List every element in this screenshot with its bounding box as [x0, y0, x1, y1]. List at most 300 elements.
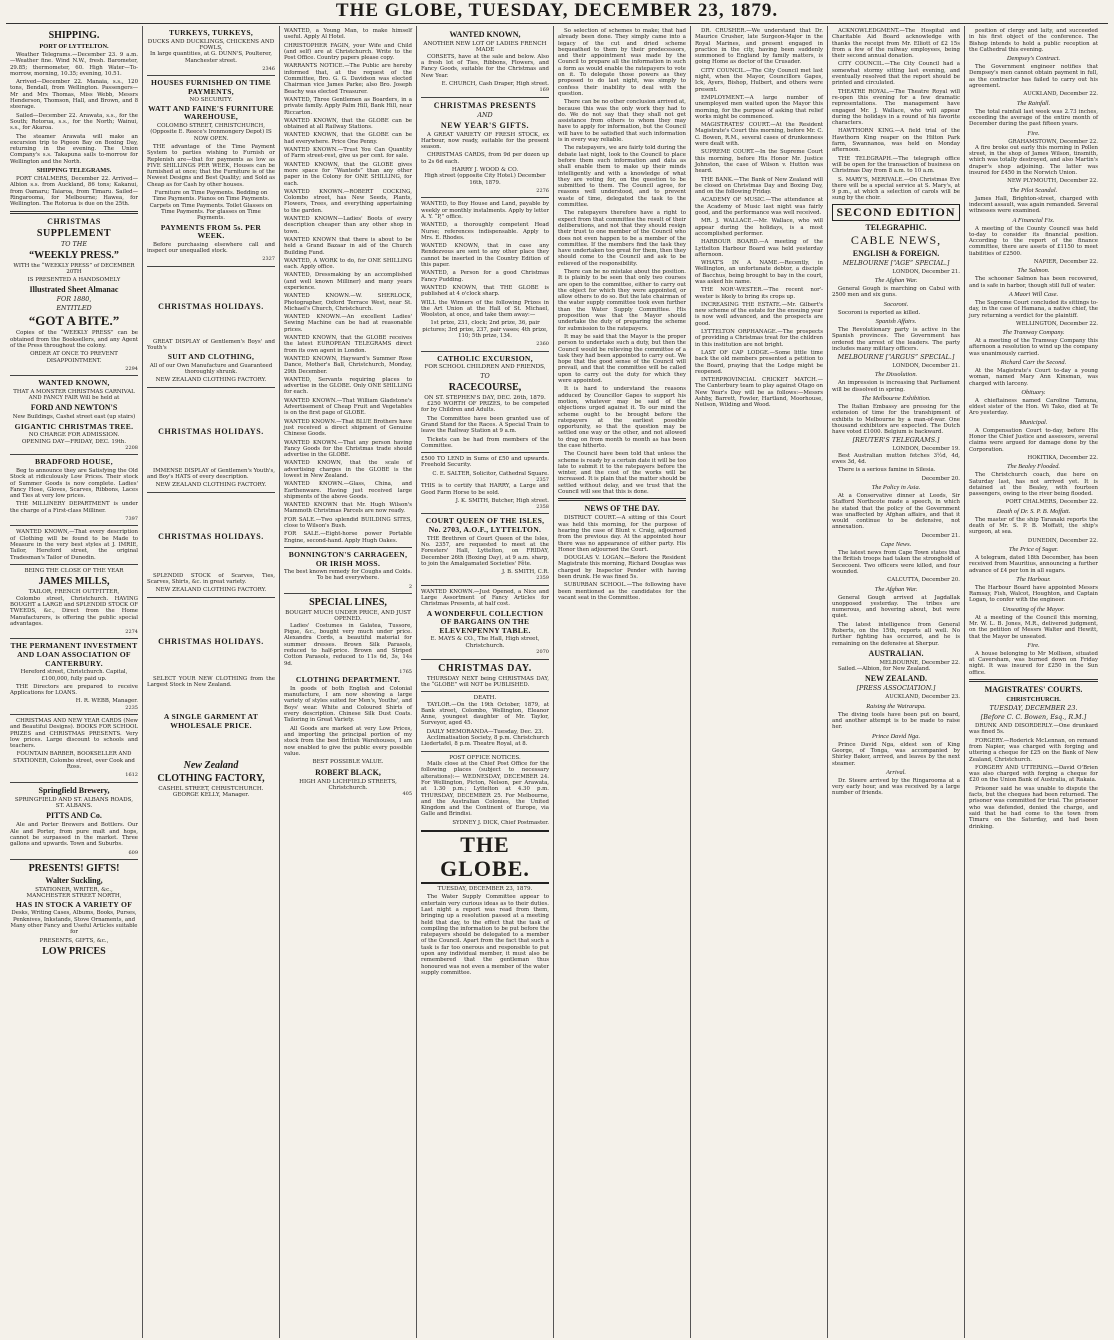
- dateline: LONDON, December 19.: [892, 446, 960, 453]
- for-year-text: FOR 1880,: [56, 295, 92, 304]
- tickets-text: Tickets can be had from members of the Committee.: [421, 436, 549, 449]
- telegram-text: There is a serious famine in Silesia.: [838, 467, 936, 474]
- wanted-ad: WANTED KNOWN.—ROBERT COCKING, Colombo street, has New Seeds, Plants, Flowers, Trees, and everything appertaining to the garden.: [284, 188, 412, 214]
- post-office-text: Mails close at the Chief Post Office for the following places (subject to necessary alterations):— WEDNESDAY, DECEMBER 24. For Wellington, Picton, Nelson, per Arawata, at 1.30 p.m.; Lyttelton at 4.30 p.m. THURSDAY, DECEMBER 25. For Melbourne, and the Australian Colonies, the United Kingdom and the Continent of Europe, via Galle and Brindisi.: [421, 761, 549, 818]
- sailed-text: Sailed—December 22. Arawata, s.s., for the South; Rotorua, s.s., for the North; Wainui, s.s., for Akaroa.: [10, 112, 138, 132]
- wanted-ad: FOR SALE.—Eight-horse power Portable Engine, second-hand. Apply Hugh Oakes.: [284, 531, 412, 544]
- court-heading: COURT QUEEN OF THE ISLES, No. 2703, A.O.F., LYTTELTON.: [425, 516, 545, 535]
- divider: [284, 547, 412, 548]
- divider: [10, 375, 138, 376]
- splendid-text: SPLENDID STOCK of Scarves, Ties, Scarves, Shirts, &c. in great variety.: [147, 572, 275, 586]
- wanted-ad: WANTED KNOWN.—An excellent Ladies' Sewing Machine can be had at reasonable prices.: [284, 314, 412, 333]
- best-value-text: BEST POSSIBLE VALUE.: [312, 759, 384, 766]
- ad-number: 2327: [262, 256, 275, 263]
- article-paragraph: So selection of schemes to make; that had already been done. They simply came into a legacy of the cut and dried scheme bequeathed to them by their predecessors, and their appointment was made by the Council to prepare all the information in such a form as would enable the ratepayers to vote on it. To delegate those powers as they proposed to do last night, was simply to confess their inability to deal with the question.: [558, 28, 686, 97]
- divider: [10, 638, 138, 639]
- news-item: DOUGLAS V. LOGAN.—Before the Resident Magistrate this morning, Richard Douglas was charged by Inspector Pender with having been drunk. He was fined 5s.: [558, 555, 686, 581]
- subhead: The Bealey Flooded.: [1006, 463, 1061, 471]
- telegram-text: position of clergy and laity, and succeeded in his first object of the conference. The Bishop intends to hold a public reception at the Cathedral this evening.: [969, 28, 1098, 53]
- magistrates-courts-heading: MAGISTRATES' COURTS.: [984, 685, 1083, 695]
- ad-number: 1612: [125, 772, 138, 779]
- dateline: AUCKLAND, December 22.: [1023, 91, 1098, 98]
- watt-heading: WATT AND FAINE'S FURNITURE WAREHOUSE,: [148, 103, 274, 122]
- dateline: December 21.: [921, 532, 960, 539]
- news-item: INCREASING THE ESTATE.—Mr. Gilbert's new scheme of the estate for the ensuing year is now well advanced, and the prospects are good.: [695, 301, 823, 327]
- news-item: MAGISTRATES' COURT.—At the Resident Magistrate's Court this morning, before Mr. C. C. Bowen, R.M., several cases of drunkenness were dealt with.: [695, 122, 823, 148]
- divider: [10, 782, 138, 783]
- ad-number: 2346: [262, 66, 275, 72]
- robert-black-heading: ROBERT BLACK,: [315, 767, 381, 777]
- telegram-text: Dr. Steere arrived by the Ringarooma at a very early hour, and was received by a large number of friends.: [832, 777, 960, 797]
- death-text: TAYLOR.—On the 19th October, 1879, at Bank street, Colombo, Wellington, Eleanor Anne, youngest daughter of Mr. Taylor, Surveyor, aged 45.: [421, 701, 549, 727]
- ad-number: 2357: [536, 476, 549, 483]
- columns: [6, 26, 1108, 1338]
- turkeys-heading: TURKEYS, TURKEYS,: [168, 28, 254, 37]
- subhead: Fire.: [1027, 641, 1040, 649]
- divider: [421, 659, 549, 660]
- with-text: WITH the “WEEKLY PRESS” of DECEMBER 20TH: [13, 262, 135, 275]
- telegram-text: The Supreme Court concluded its sittings to-day, in the case of Hamana, a native chief, the jury returning a verdict for the plaintiff.: [969, 299, 1098, 319]
- cashel-text: CASHEL STREET, CHRISTCHURCH.: [158, 785, 264, 792]
- wanted-ad: WANTED, a Young Man, to make himself useful. Apply Al Hotel.: [284, 28, 412, 41]
- dateline: MELBOURNE, December 22.: [879, 659, 960, 666]
- telegram-text: A meeting of the County Council was held to-day to consider its financial position. According to the report of the finance committee, there are assets of £1150 to meet liabilities of £2500.: [969, 225, 1098, 257]
- prize-list: 1st prize, 231, clock; 2nd prize, 36, pair pictures; 3rd prize, 237, pair vases; 4th prize, 110; 5th prize, 134.: [422, 320, 548, 340]
- factory-heading: CLOTHING FACTORY,: [157, 772, 265, 784]
- divider: [421, 513, 549, 514]
- dateline: CALCUTTA, December 20.: [887, 577, 960, 584]
- mills-sub: TAILOR, FRENCH OUTFITTER,: [28, 589, 120, 596]
- smith-text: J. K. SMITH, Butcher, High street.: [455, 497, 549, 504]
- watt-addr: COLOMBO STREET, CHRISTCHURCH, (Opposite E. Reece's Ironmongery Depot) IS NOW OPEN.: [150, 123, 272, 142]
- thursday-text: THURSDAY NEXT being CHRISTMAS DAY, the “GLOBE” will NOT be PUBLISHED.: [421, 675, 549, 688]
- spacer: [147, 648, 275, 676]
- loan-text: £500 TO LEND in Sums of £50 and upwards. Freehold Security.: [421, 456, 549, 469]
- telegram-text: Socoroni is reported as killed.: [838, 309, 921, 316]
- news-item: HARBOUR BOARD.—A meeting of the Lyttelton Harbour Board was held yesterday afternoon.: [695, 239, 823, 258]
- dateline: HOKITIKA, December 22.: [1027, 454, 1098, 461]
- christchurch-heading: CHRISTCHURCH.: [1006, 696, 1061, 704]
- cable-news-heading: CABLE NEWS,: [850, 232, 942, 247]
- kelly-text: GEORGE KELLY, Manager.: [172, 791, 250, 798]
- fountain-text: FOUNTAIN BARBER, BOOKSELLER AND STATIONER, Colombo street, over Cook and Ross.: [13, 751, 135, 771]
- xmas-cards-text: CHRISTMAS AND NEW YEAR CARDS (New and Beautiful Designs). BOOKS FOR SCHOOL PRIZES and CHRISTMAS PRESENTS. Very low prices. Large discount to schools and teachers.: [10, 718, 138, 750]
- death-heading: DEATH.: [473, 695, 497, 702]
- gigantic-heading: GIGANTIC CHRISTMAS TREE.: [14, 421, 134, 431]
- article-paragraph: The ratepayers therefore have a right to expect from that committee the result of their deliberations, and not that they should resign their trust to one member of the Council who does not even happen to be a member of the committee. If the members find the task they have undertaken too great for them, then they should come to the Council and ask to be relieved of the responsibility.: [558, 210, 686, 267]
- column-6: [691, 26, 828, 1338]
- subhead: Spanish Affairs.: [875, 317, 917, 325]
- news-item: WHAT'S IN A NAME.—Recently, in Wellington, an unfortunate debtor, a disciple of Bacchus, being brought to bay in the court, was asked his name.: [695, 260, 823, 285]
- spacer: [147, 732, 275, 758]
- english-foreign-heading: ENGLISH & FOREIGN.: [852, 248, 940, 258]
- wanted-ad: WANTED KNOWN.—That William Gladstone's Advertisement of Cheap Fruit and Vegetables is on the first page of GLOBE.: [284, 397, 412, 417]
- entitled-text: ENTITLED: [56, 304, 92, 313]
- telegram-text: The latest intelligence from General Roberts, on the 15th, reports all well. No further fighting has occurred, and he is remaining on the defensive at Sherpur.: [832, 621, 960, 647]
- column-2: [143, 26, 280, 1338]
- spacer: [147, 313, 275, 339]
- divider: [421, 585, 549, 586]
- wanted-ad: WANTED KNOWN.—Just Opened, a Nice and Large Assortment of Fancy Articles for Christmas Presents, at half cost.: [421, 588, 549, 608]
- christmas-holidays-heading: CHRISTMAS HOLIDAYS.: [158, 531, 264, 541]
- mills-intro: BEING THE CLOSE OF THE YEAR: [24, 567, 124, 574]
- court-before: [Before C. C. Bowen, Esq., R.M.]: [980, 713, 1087, 722]
- divider: [10, 454, 138, 455]
- suit-text: All of our Own Manufacture and Guaranteed thoroughly shrunk.: [149, 362, 273, 376]
- harry-addr: High street (opposite City Hotel.) December 16th, 1879.: [424, 173, 546, 186]
- bonnington-heading: BONNINGTON'S CARRAGEEN, OR IRISH MOSS.: [288, 549, 408, 568]
- wonderful-addr: E. MAYS & CO., The Hall, High street, Christchurch.: [430, 636, 540, 649]
- select-text: SELECT YOUR NEW CLOTHING from the Largest Stock in New Zealand.: [147, 675, 275, 689]
- christmas-day-heading: CHRISTMAS DAY.: [438, 662, 532, 674]
- weekly-press-heading: “WEEKLY PRESS.”: [29, 249, 119, 261]
- subhead: A Financial Fix.: [1012, 216, 1055, 224]
- subhead: Dempsey's Contract.: [1006, 55, 1061, 63]
- divider: [421, 97, 549, 98]
- court-text: Prisoner said he was unable to dispute the facts, but the cheques had been returned. The prisoner was committed for trial. The prisoner who was defended, denied the charge, and said that he had come to the town from Timaru on the Saturday, and had been drinking.: [969, 785, 1098, 830]
- divider: [10, 859, 138, 860]
- harry-heading: HARRY J. WOOD & CO.: [451, 167, 519, 174]
- order-text: ORDER AT ONCE TO PREVENT DISAPPOINTMENT.: [30, 351, 118, 364]
- news-item: CITY COUNCIL.—The City Council met last night, when the Mayor, Councillors Gapes, Ick, Ayers, Bishop, Hulbert, and others were present.: [695, 67, 823, 93]
- dateline: NEW PLYMOUTH, December 22.: [1007, 178, 1098, 185]
- suckling-heading: Walter Suckling,: [45, 875, 103, 885]
- post-office-heading: POST OFFICE NOTICES.: [449, 754, 521, 761]
- dateline: MELBOURNE [“ARGUS” SPECIAL.]: [837, 353, 955, 362]
- news-item: S. MARY'S, MERIVALE.—On Christmas Eve there will be a special service at S. Mary's, at 9 p.m., at which a selection of carols will be sung by the choir.: [832, 176, 960, 202]
- mills-text: Colombo street, Christchurch. HAVING BOUGHT a LARGE and SPLENDID STOCK OF TWEEDS, &c., Direct from the Home Manufacturers, is offering the public special advantages.: [10, 595, 138, 627]
- news-item: THE NOR'-WESTER.—The recent nor'-wester is likely to bring its crops up.: [695, 287, 823, 300]
- dateline: NAPIER, December 22.: [1033, 259, 1098, 266]
- stock-list: Desks, Writing Cases, Albums, Books, Purses, Penknives, Inkstands, Stove Ornaments, and Many other Fancy and Useful Articles suitable for: [10, 910, 138, 936]
- port-heading: PORT OF LYTTELTON.: [39, 43, 109, 50]
- wanted-ad: WARRANTS NOTICE.—The Public are hereby informed that, at the request of the Committee, Bro. G. G. Davidson was elected Chairman vice James Parke; also Bro. Joseph Beachy was elected Treasurer.: [284, 63, 412, 95]
- all-goods-text: All Goods are marked at very Low Prices, and importing the principal portion of my stock from the best British Warehouses, I am now enabled to give the public every possible value.: [284, 725, 412, 757]
- divider: [421, 351, 549, 352]
- telegram-text: Sailed.—Albion, for New Zealand.: [838, 666, 931, 673]
- article-paragraph: There can be no other conclusion arrived at, because this was the only work they had to do. We do not say that they shall not get assistance from others to whom they may have to apply for information, but the Council will have to be satisfied that such information is in every way reliable.: [558, 99, 686, 144]
- divider: [421, 197, 549, 198]
- christmas-holidays-heading: CHRISTMAS HOLIDAYS.: [158, 301, 264, 311]
- wanted-known-heading: WANTED KNOWN,: [449, 30, 521, 39]
- ny-gifts-heading: NEW YEAR'S GIFTS.: [440, 120, 530, 130]
- ad-number: 2: [408, 583, 412, 590]
- shipping-telegrams-text: PORT CHALMERS, December 22. Arrived—Albion s.s. from Auckland, 86 tons; Kakanui, from Oamaru; Taiaroa, from Timaru. Sailed—Ringarooma, for Melbourne; Hawea, for Wellington. The Rotorua is due on the 25th.: [10, 176, 138, 208]
- spacer: [147, 496, 275, 530]
- subhead: The Salmon.: [1017, 267, 1050, 275]
- copies-text: Copies of the “WEEKLY PRESS” can be obtained from the Booksellers, and any Agent of the Press throughout the colony.: [10, 330, 138, 350]
- ad-number: 7397: [125, 516, 138, 523]
- telegram-text: General Gough is marching on Cabul with 2500 men and six guns.: [832, 286, 960, 299]
- the-globe-title: THE GLOBE.: [421, 830, 549, 884]
- wanted-ad: WANTED KNOWN.—Trust You Can Quantity of Farm street-rest, give us per cent. for sale.: [284, 147, 412, 160]
- xmas-presents-heading: CHRISTMAS PRESENTS: [433, 100, 537, 110]
- turkeys-text: In large quantities, at G. DUNN'S, Poulterer, Manchester street.: [150, 51, 272, 64]
- wanted-ad: CHRISTOPHER FAGIN, your Wife and Child (and self) are at Christchurch. Write to the Post Office. Country papers please copy.: [284, 42, 412, 62]
- dateline: LONDON, December 21.: [892, 268, 960, 275]
- news-of-the-day-heading: NEWS OF THE DAY.: [584, 504, 660, 514]
- subhead: Raising the Wairarapa.: [866, 702, 926, 710]
- news-item: DISTRICT COURT.—A sitting of this Court was held this morning, for the purpose of hearing the case of Blunt v. Craig, adjourned from the previous day. At the appointed hour there was no appearance of either party. His Honor then adjourned the Court.: [558, 515, 686, 553]
- bonnington-text: The best known remedy for Coughs and Colds. To be had everywhere.: [284, 569, 412, 582]
- dateline: GRAHAMSTOWN, December 22.: [1008, 138, 1098, 145]
- dateline: WELLINGTON, December 22.: [1016, 320, 1098, 327]
- special-text: Ladies' Costumes in Galatea, Tussore, Pique, &c., bought very much under price. Alexandra Cords, a beautiful material for summer dresses. Brown Silk Parasols, reduced to half-price. Brown and Striped Cotton Parasols, reduced to 11s 6d, 3s, 14s 9d.: [284, 622, 412, 667]
- news-item: DR. CRUSHER.—We understand that Dr. Maurice Crusher, late Surgeon-Major in the Royal Marines, and present engaged in practice in the city, having been suddenly summoned to England by family matters, is going Home as doctor of the Crusader.: [695, 28, 823, 66]
- racecourse-heading: RACECOURSE,: [448, 381, 522, 393]
- divider: [147, 387, 275, 388]
- wanted-ad: WANTED KNOWN.—That any person having Fancy Goods for the Christmas trade should advertise in the GLOBE.: [284, 439, 412, 459]
- ad-number: 2360: [536, 341, 549, 348]
- wanted-ad: WANTED KNOWN.—Glass, China, and Earthenware. Having just received large shipments of the above Goods.: [284, 481, 412, 500]
- wanted-ad: WANTED, Three Gentlemen as Boarders, in a private family. Apply Palm Hill, Bank Hill, near Riccarton.: [284, 96, 412, 116]
- divider: [284, 593, 412, 594]
- suit-heading: SUIT AND CLOTHING,: [167, 352, 255, 362]
- column-1: [6, 26, 143, 1338]
- australian-heading: AUSTRALIAN.: [868, 648, 924, 658]
- telegram-text: The total rainfall last week was 2.73 inches, exceeding the average of the entire month of December during the past fifteen years.: [969, 108, 1098, 128]
- shipping-heading: SHIPPING.: [48, 30, 100, 41]
- pitts-heading: PITTS AND Co.: [46, 811, 102, 821]
- nz-factory-text: NEW ZEALAND CLOTHING FACTORY.: [155, 377, 267, 384]
- court-text: FORGERY AND UTTERING.—David O'Brien was also charged with forging a cheque for £20 on the Union Bank of Australia, at Rakaia.: [969, 764, 1098, 784]
- article-paragraph: It is hard to understand the reasons adduced by Councillor Gapes to support his motion, whatever may be said of the objections urged against it. To our mind the scheme ought to be brought before the ratepayers at the earliest possible opportunity, so that the question may be settled one way or the other, and not allowed to drag on from month to month as has been the case hitherto.: [558, 386, 686, 449]
- subhead: The Dissolution.: [874, 371, 918, 379]
- telegram-text: The Christchurch coach, due here on Saturday last, has not arrived yet. It is detained at the Bealey, with fourteen passengers, owing to the river being flooded.: [969, 472, 1098, 498]
- dateline: MELBOURNE [“AGE” SPECIAL.]: [842, 258, 950, 267]
- subhead: Arrival.: [885, 768, 907, 776]
- before-text: Before purchasing elsewhere call and inspect our unequalled stock.: [147, 241, 275, 255]
- presents-list: PRESENTS, GIFTS, &c.,: [39, 937, 109, 944]
- perm-invest-heading: THE PERMANENT INVESTMENT AND LOAN ASSOCIATION OF CANTERBURY.: [10, 641, 138, 668]
- divider: [10, 211, 138, 214]
- christmas-heading: CHRISTMAS: [47, 216, 101, 226]
- dateline: AUCKLAND, December 23.: [885, 694, 960, 701]
- watt-text: THE advantage of the Time Payment System to parties wishing to Furnish or Replenish are—that for payments as low as FIVE SHILLINGS PER WEEK, Houses can be furnished at once; that the Furniture is of the Newest Designs and Best Quality; and Sold as Cheap as for Cash by other houses.: [147, 143, 275, 188]
- subhead: A Maori Will Case.: [1008, 290, 1059, 298]
- special-lines-heading: SPECIAL LINES,: [309, 597, 387, 609]
- christmas-holidays-heading: CHRISTMAS HOLIDAYS.: [158, 636, 264, 646]
- ad-number: 2359: [536, 575, 549, 582]
- news-item: LYTTELTON ORPHANAGE.—The prospects of providing a Christmas treat for the children in this institution are not bright.: [695, 329, 823, 348]
- wanted-ad: WANTED KNOWN, that THE GLOBE is published at 4 o'clock sharp.: [421, 284, 549, 298]
- wanted-ad: WANTED, to Buy House and Land, payable by weekly or monthly instalments. Apply by letter A. Y. “P,” office.: [421, 201, 549, 220]
- children-text: FOR SCHOOL CHILDREN AND FRIENDS,: [424, 364, 546, 371]
- ad-number: 2235: [125, 704, 138, 711]
- payments-heading: PAYMENTS FROM 5s. PER WEEK.: [160, 222, 262, 241]
- nz-factory-text: NEW ZEALAND CLOTHING FACTORY.: [155, 587, 267, 594]
- divider: [147, 597, 275, 598]
- presented-text: IS PRESENTED A HANDSOMELY: [27, 277, 121, 284]
- article-paragraph: It may be said that the Mayor is the proper person to undertake such a duty, but then the Council would be relieving the committee of a task they had been appointed to carry out. We hope that the good sense of the Council will prevail, and that the committee will be called upon to carry out the duty for which they were appointed.: [558, 333, 686, 385]
- court-text: THE Brethren of Court Queen of the Isles, No. 2357, are requested to meet at the Foresters' Hall, Lyttelton, on FRIDAY, December 26th (Boxing Day), at 9 a.m. sharp, to join the Amalgamated Societies' Fête.: [421, 535, 549, 567]
- ducks-heading: DUCKS AND DUCKLINGS, CHICKENS AND FOWLS,: [147, 38, 275, 51]
- subhead: Municipal.: [1019, 418, 1048, 426]
- wanted-ad: WANTED KNOWN, that the scale of advertising charges in the GLOBE is the lowest in New Zealand.: [284, 460, 412, 479]
- wanted-ad: WANTED KNOWN, that the GLOBE gives more space for “Wanteds” than any other paper in the Colony for ONE SHILLING, for each.: [284, 161, 412, 187]
- ad-number: 2276: [536, 188, 549, 195]
- divider: [558, 498, 686, 501]
- ad-number: 2208: [125, 445, 138, 452]
- prizes-heading: £250 WORTH OF PRIZES, to be competed for by Children and Adults.: [421, 401, 549, 414]
- carnival-text: THAT A MONSTER CHRISTMAS CARNIVAL AND FANCY FAIR Will be held at: [13, 388, 135, 402]
- news-item: THE BANK.—The Bank of New Zealand will be closed on Christmas Day and Boxing Day, and on the following Friday.: [695, 176, 823, 196]
- bought-text: BOUGHT MUCH UNDER PRICE, AND JUST OPENED.: [285, 610, 411, 623]
- another-heading: ANOTHER NEW LOT OF LADIES FRENCH MADE: [423, 41, 547, 54]
- divider: [147, 75, 275, 76]
- watt-list: Furniture on Time Payments. Bedding on Time Payments. Pianos on Time Payments. Carpets on Time Payments. Toilet Glasses on Time Payments. For glasses on Time Payments.: [149, 190, 273, 222]
- wanted-ad: WANTED KNOWN—Ladies' Boots of every description cheaper than any other shop in town.: [284, 216, 412, 235]
- subhead: Prince David Nga.: [871, 732, 921, 740]
- subhead: The Tramway Company.: [1002, 329, 1065, 337]
- another-text: CORSETS, have at the sale and below. Also a fresh lot of Ties, Ribbons, Flowers, and Fancy Goods, suitable for the Christmas and New Year.: [421, 53, 549, 79]
- column-4: [417, 26, 554, 1338]
- subhead: Cape News.: [880, 541, 912, 549]
- subhead: Richard Carr the Second.: [1000, 358, 1067, 366]
- court-text: DRUNK AND DISORDERLY.—One drunkard was fined 5s.: [969, 723, 1098, 736]
- column-7: [828, 26, 965, 1338]
- divider: [10, 525, 138, 526]
- article-paragraph: The Council have been told that unless the scheme is ready by a certain date it will be too late to submit it to the ratepayers before the winter, and the cost of the works will be increased. It is plain that the matter should be settled without delay, and we trust that the Council will see that this is done.: [558, 451, 686, 496]
- news-item: EMPLOYMENT.—A large number of unemployed men waited upon the Mayor this morning, for the purpose of asking that relief works might be commenced.: [695, 94, 823, 120]
- telegraphic-heading: TELEGRAPHIC.: [865, 222, 927, 232]
- divider: [421, 691, 549, 692]
- telegram-text: The Government engineer notifies that Dempsey's men cannot obtain payment in full, as the contractor has failed to carry out his agreement.: [969, 64, 1098, 90]
- subhead: The Policy in Asia.: [871, 483, 921, 491]
- masthead: THE GLOBE, TUESDAY, DECEMBER 23, 1879.: [6, 0, 1108, 24]
- wanted-ad: WANTED, Servants requiring places to advertise in the GLOBE. Only ONE SHILLING for each.: [284, 376, 412, 396]
- single-garment-heading: A SINGLE GARMENT AT WHOLESALE PRICE.: [163, 712, 259, 730]
- christmas-holidays-heading: CHRISTMAS HOLIDAYS.: [158, 426, 264, 436]
- telegram-text: The Revolutionary party is active in the Spanish provinces. The Government has ordered the arrest of the leaders. The party includes many military officers.: [832, 326, 960, 352]
- and-text: AND: [477, 110, 493, 119]
- subhead: The Rainfall.: [1016, 99, 1051, 107]
- wanted-ad: WANTED, Dressmaking by an accomplished (and well known Milliner) and many years experience.: [284, 272, 412, 291]
- wanted-ad: WANTED KNOWN that there is about to be held a Grand Bazaar in aid of the Church Building Fund.: [284, 236, 412, 256]
- ford-text: New Buildings, Cashel street east (up stairs): [12, 414, 136, 421]
- dateline: PORT CHALMERS, December 22.: [1005, 499, 1098, 506]
- shipping-telegrams-heading: SHIPPING TELEGRAMS.: [36, 167, 112, 175]
- wanted-ad: WANTED KNOWN, that in case any Rendezvous are sent to any other place they cannot be inserted in the Country Edition of this paper.: [421, 243, 549, 269]
- to-text: TO: [480, 371, 490, 380]
- divider: [10, 564, 138, 565]
- subhead: The Afghan War.: [874, 585, 918, 593]
- dateline: [PRESS ASSOCIATION.]: [856, 684, 936, 693]
- subhead: The Pilot Scandal.: [1009, 186, 1058, 194]
- manchester-text: MANCHESTER STREET NORTH,: [26, 893, 122, 900]
- got-a-bite-heading: “GOT A BITE.”: [28, 313, 120, 329]
- column-3: [280, 26, 417, 1338]
- article-paragraph: The ratepayers, we are fairly told during the debate last night, look to the Council to place before them such information and data as shall enable them to make up their minds intelligently and with a knowledge of what they are voting for, on the question to be submitted to them. The Council agree, for reasons well understood, and to prevent waste of time, delegated the task to the committee.: [558, 145, 686, 209]
- wanted-ad: WANTED, a thoroughly competent Head Nurse; references indispensable. Apply to Mrs. E. Rhodes.: [421, 222, 549, 241]
- court-date: TUESDAY, DECEMBER 23.: [989, 704, 1078, 713]
- telegram-text: The schooner Salmon has been recovered, and is safe in harbor, though still full of water.: [969, 276, 1098, 289]
- cattle-text: THIS is to certify that HARRY, a Large and Good Farm Horse to be sold.: [421, 483, 549, 496]
- news-item: ACADEMY OF MUSIC.—The attendance at the Academy of Music last night was fairly good, and the performance was well received.: [695, 197, 823, 217]
- smith2-text: J. B. SMITH, C.R.: [501, 569, 549, 576]
- prizes-text: The Committee have been granted use of Grand Stand for the Races. A Special Train to leave the Railway Station at 9 a.m.: [421, 415, 549, 435]
- post-office-sig: SYDNEY J. DICK, Chief Postmaster.: [452, 819, 549, 826]
- daily-heading: DAILY MEMORANDA—Tuesday, Dec. 23.: [426, 728, 544, 735]
- pitts-text: Ale and Porter Brewers and Bottlers. Our Ale and Porter, from pure malt and hops, cannot be surpassed in the market. Three gallons and upwards. Town and Suburbs.: [10, 822, 138, 848]
- telegram-text: James Hall, Brighton-street, charged with indecent assault, was again remanded. Several witnesses were examined.: [969, 195, 1098, 215]
- dateline: LONDON, December 21.: [892, 363, 960, 370]
- telegram-text: An impression is increasing that Parliament will be dissolved in spring.: [832, 380, 960, 393]
- subhead: Fire.: [1027, 129, 1040, 137]
- wanted-ad: WANTED, A WORK to do, for ONE SHILLING each. Apply office.: [284, 257, 412, 271]
- spacer: [147, 270, 275, 300]
- presents-heading: PRESENTS! GIFTS!: [28, 862, 120, 874]
- perm-text: Hereford street, Christchurch. Capital, £100,000, fully paid up.: [20, 669, 128, 682]
- great-variety-text: A GREAT VARIETY OF FRESH STOCK, ex Harbour, now ready, suitable for the present season.: [421, 131, 549, 151]
- column-8: [965, 26, 1102, 1338]
- wonderful-heading: A WONDERFUL COLLECTION OF BARGAINS ON THE ELEVENPENNY TABLE.: [426, 608, 544, 635]
- cargo-text: The steamer Arawata will make an excursion trip to Pigeon Bay on Boxing Day, returning in the evening. The Union Company's s.s. Takapuna sails to-morrow for Wellington and the North.: [10, 133, 138, 165]
- ad-number: 609: [128, 849, 138, 856]
- spacer: [147, 690, 275, 712]
- nz-factory-text: NEW ZEALAND CLOTHING FACTORY.: [155, 482, 267, 489]
- globe-date: TUESDAY, DECEMBER 23, 1879.: [437, 886, 533, 893]
- springfield-sub: SPRINGFIELD AND ST. ALBANS ROADS, ST. ALBANS.: [14, 796, 134, 810]
- ford-newton-heading: FORD AND NEWTON'S: [30, 403, 118, 413]
- to-the-text: TO THE: [60, 239, 88, 248]
- st-stephen-text: ON ST. STEPHEN'S DAY, DEC. 26th, 1879.: [424, 394, 546, 401]
- spacer: [147, 391, 275, 425]
- news-item: SUBURBAN SCHOOL.—The following have been mentioned as the candidates for the vacant seat in the Committee.: [558, 582, 686, 601]
- dateline: December 20.: [921, 475, 960, 482]
- telegram-text: At a Conservative dinner at Leeds, Sir Stafford Northcote made a speech, in which he stated that the policy of the Government was unaffected by Afghan affairs, and that it would continue to be defensive, not annexation.: [832, 492, 960, 531]
- springfield-heading: Springfield Brewery,: [38, 785, 110, 795]
- telegram-text: Prince David Nga, eldest son of King George, of Tonga, was accompanied by Shirley Baker, arrived, and leaves by the next steamer.: [832, 741, 960, 767]
- dateline: DUNEDIN, December 22.: [1027, 537, 1098, 544]
- subhead: The Harbour.: [1016, 575, 1051, 583]
- ad-number: 169: [539, 87, 549, 94]
- telegram-text: Best Australian mutton fetches 3½d, 4d, ewes 3d, 4d.: [832, 452, 960, 466]
- xmas-cards-text: CHRISTMAS CARDS, from 9d per dozen up to 2s 6d each.: [421, 152, 549, 165]
- immense-text: IMMENSE DISPLAY of Gentlemen's Youth's, and Boy's HATS of every description.: [147, 467, 275, 481]
- news-item: MR. J. WALLACE.—Mr. Wallace, who will appear during the holidays, is a most accomplished performer.: [695, 218, 823, 237]
- webb-text: H. R. WEBB, Manager.: [75, 698, 138, 705]
- wanted-ad: WANTED KNOWN, that the GLOBE can be obtained at all Railway Stations.: [284, 117, 412, 131]
- article-paragraph: There can be no mistake about the position. It is plainly to be seen that only two courses are open to the committee, either to carry out the object for which they were appointed, or allow others to do so. But the late chairman of the water supply committee took even further than the Water Supply Committee. His proposition was that the Mayor should undertake the duty of preparing the scheme for submission to the ratepayers.: [558, 268, 686, 332]
- wanted-known-heading: WANTED KNOWN,: [38, 378, 110, 388]
- telegram-text: A Compensation Court to-day, before His Honor the Chief Justice and assessors, several claims were argued for damage done by the Corporation.: [969, 427, 1098, 453]
- telegram-text: The latest news from Cape Town states that the British troops had taken the stronghold of Sececoeni. Two officers were killed, and four wounded.: [832, 550, 960, 575]
- low-prices-heading: LOW PRICES: [42, 945, 106, 957]
- has-stock-heading: HAS IN STOCK A VARIETY OF: [15, 899, 133, 909]
- news-item: LAST OF CAP LODGE.—Some little time back the old members presented a petition to the Board, praying that the Lodge might be reopened.: [695, 349, 823, 375]
- salter-text: C. E. SALTER, Solicitor, Cathedral Square.: [432, 470, 549, 477]
- divider: [10, 714, 138, 715]
- daily-text: Acclimatisation Society, 8 p.m. Christchurch Liedertafel, 8 p.m. Theatre Royal, at 8.: [421, 735, 549, 748]
- telegram-text: At a meeting of the Tramway Company this afternoon a resolution to wind up the company was unanimously carried.: [969, 338, 1098, 357]
- telegram-text: General Gough arrived at Jagdallak unopposed yesterday. The tribes are numerous, and hovering about, but were quiet.: [832, 594, 960, 620]
- ad-number: 1765: [399, 668, 412, 675]
- subhead: Obituary.: [1021, 388, 1046, 396]
- spacer: [147, 543, 275, 573]
- ad-number: 2070: [536, 649, 549, 656]
- telegram-text: A chieftainess named Caroline Tamuna, eldest sister of the Hon. Wi Tako, died at Te Aro yesterday.: [969, 397, 1098, 417]
- no-security-text: NO SECURITY.: [189, 97, 233, 104]
- divider: [421, 751, 549, 752]
- news-item: THE TELEGRAPH.—The telegraph office will be open for the transaction of business on Christmas Day from 8 a.m. to 10 a.m.: [832, 155, 960, 175]
- dateline: [REUTER'S TELEGRAMS.]: [852, 436, 940, 445]
- spacer: [147, 438, 275, 468]
- telegram-text: The Harbour Board have appointed Messrs Ramsay, Fish, Walcot, Houghton, and Captain Logan, to confer with the engineer.: [969, 584, 1098, 604]
- directors-text: THE Directors are prepared to receive Applications for LOANS.: [10, 683, 138, 697]
- milliners-text: THE MILLINERY DEPARTMENT is under the charge of a First-class Milliner.: [10, 501, 138, 514]
- second-edition-heading: SECOND EDITION: [832, 204, 960, 221]
